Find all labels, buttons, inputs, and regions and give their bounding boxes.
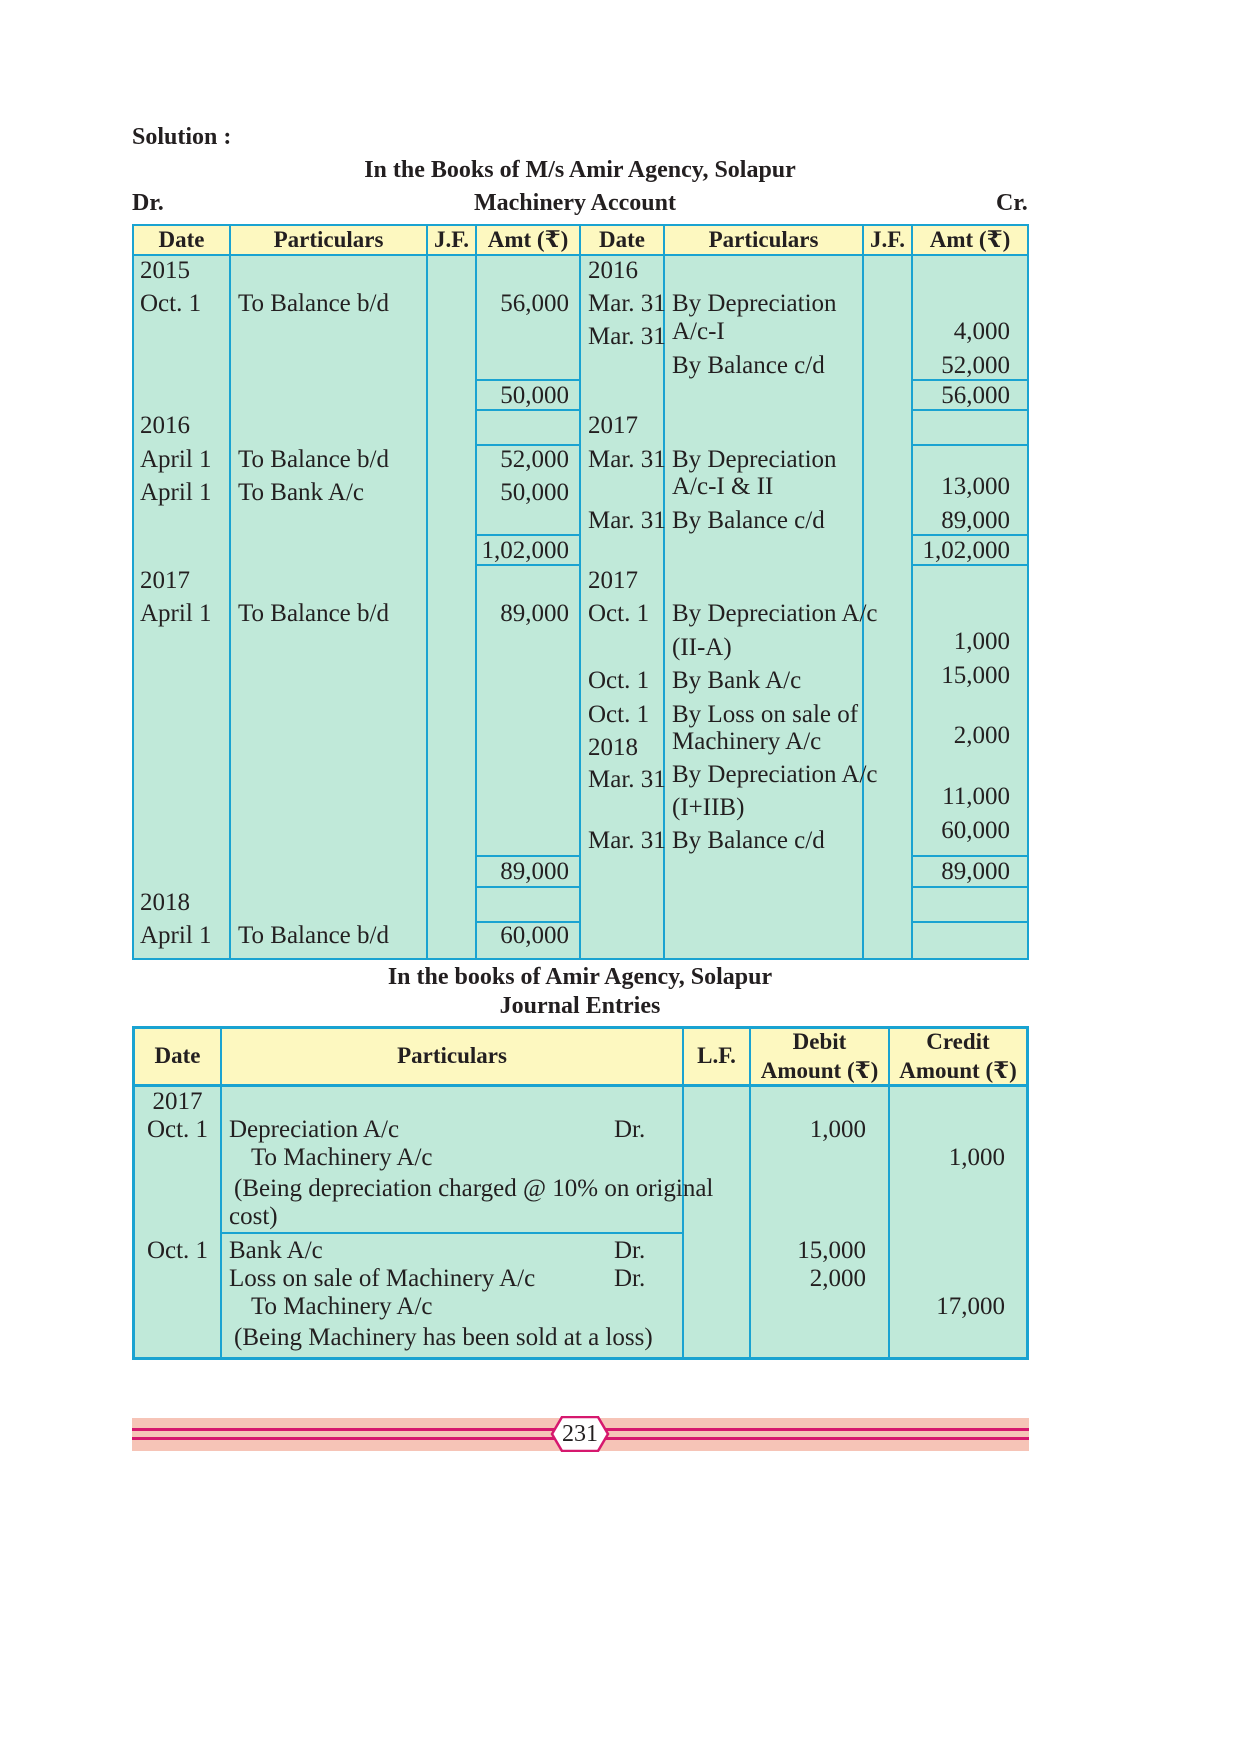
- journal-narration: (Being depreciation charged @ 10% on original: [234, 1175, 714, 1202]
- debit-year: 2017: [140, 567, 190, 594]
- account-title: Machinery Account: [474, 190, 676, 216]
- debit-amount: 52,000: [500, 446, 569, 473]
- credit-year: 2016: [588, 257, 638, 284]
- credit-amount: 89,000: [941, 507, 1010, 534]
- debit-amount: 56,000: [500, 290, 569, 317]
- page-number: 231: [562, 1421, 598, 1447]
- debit-year: 2015: [140, 257, 190, 284]
- credit-year: 2018: [588, 734, 638, 761]
- credit-date: Mar. 31: [588, 827, 666, 854]
- journal-entry-year: 2017: [152, 1088, 203, 1115]
- journal-entry-dr: Dr.: [614, 1237, 646, 1264]
- credit-particular: (II-A): [672, 634, 732, 661]
- credit-particular: Machinery A/c: [672, 728, 822, 755]
- ledger-book-title: In the Books of M/s Amir Agency, Solapur: [364, 157, 796, 183]
- credit-amount: 60,000: [941, 817, 1010, 844]
- credit-total: 56,000: [941, 382, 1010, 409]
- journal-entry-dr: Dr.: [614, 1116, 646, 1143]
- journal-entry-line: Bank A/c: [229, 1237, 323, 1264]
- credit-amount: 13,000: [941, 473, 1010, 500]
- debit-total: 50,000: [500, 382, 569, 409]
- debit-particular: To Balance b/d: [238, 446, 389, 473]
- ledger-header-amt-cr: Amt (₹): [929, 227, 1011, 252]
- ledger-header-particulars-cr: Particulars: [708, 227, 819, 252]
- debit-amount: 89,000: [500, 600, 569, 627]
- debit-date: Oct. 1: [140, 290, 202, 317]
- debit-particular: To Balance b/d: [238, 290, 389, 317]
- journal-entries-table: [132, 1026, 1029, 1360]
- debit-total: 89,000: [500, 858, 569, 885]
- journal-entry-date: Oct. 1: [146, 1116, 209, 1143]
- credit-amount: 15,000: [941, 662, 1010, 689]
- debit-particular: To Balance b/d: [238, 922, 389, 949]
- journal-entry-dr: Dr.: [614, 1265, 646, 1292]
- journal-header-particulars: Particulars: [397, 1043, 507, 1068]
- ledger-header-jf-dr: J.F.: [434, 227, 469, 252]
- debit-year: 2018: [140, 889, 190, 916]
- page-footer: [132, 1416, 1029, 1452]
- credit-amount: 1,000: [953, 628, 1010, 655]
- credit-particular: By Balance c/d: [672, 507, 825, 534]
- journal-narration: cost): [229, 1203, 278, 1230]
- journal-header-debit: Debit: [792, 1029, 847, 1054]
- machinery-ledger-table: [132, 224, 1029, 960]
- journal-header-credit-amount: Amount (₹): [899, 1058, 1017, 1083]
- credit-particular: A/c-I & II: [672, 473, 774, 500]
- credit-particular: By Depreciation A/c: [672, 761, 878, 788]
- credit-amount: 4,000: [953, 318, 1010, 345]
- credit-date: Mar. 31: [588, 290, 666, 317]
- cr-label: Cr.: [996, 190, 1028, 216]
- credit-particular: A/c-I: [672, 318, 725, 345]
- debit-amount: 50,000: [500, 479, 569, 506]
- credit-particular: By Depreciation: [672, 290, 837, 317]
- journal-entry-date: Oct. 1: [146, 1237, 209, 1264]
- credit-total: 89,000: [941, 858, 1010, 885]
- credit-particular: By Depreciation A/c: [672, 600, 878, 627]
- journal-debit-amount: 2,000: [809, 1265, 866, 1292]
- ledger-header-date-dr: Date: [158, 227, 205, 252]
- credit-particular: By Balance c/d: [672, 352, 825, 379]
- debit-year: 2016: [140, 412, 190, 439]
- solution-label: Solution :: [132, 124, 232, 150]
- debit-particular: To Bank A/c: [238, 479, 365, 506]
- ledger-header-particulars-dr: Particulars: [273, 227, 384, 252]
- credit-date: Oct. 1: [588, 701, 650, 728]
- journal-header-lf: L.F.: [697, 1043, 736, 1068]
- journal-title: Journal Entries: [499, 993, 661, 1019]
- journal-debit-amount: 15,000: [797, 1237, 866, 1264]
- journal-book-title: In the books of Amir Agency, Solapur: [387, 964, 773, 990]
- journal-header-date: Date: [154, 1043, 201, 1068]
- credit-particular: By Bank A/c: [672, 667, 802, 694]
- credit-amount: 2,000: [953, 722, 1010, 749]
- journal-header-credit: Credit: [926, 1029, 990, 1054]
- ledger-header-amt-dr: Amt (₹): [487, 227, 569, 252]
- journal-entry-line: To Machinery A/c: [251, 1293, 433, 1320]
- journal-entry-line: To Machinery A/c: [251, 1144, 433, 1171]
- credit-particular: By Loss on sale of: [672, 701, 859, 728]
- journal-narration: (Being Machinery has been sold at a loss): [234, 1324, 653, 1351]
- credit-date: Mar. 31: [588, 507, 666, 534]
- journal-credit-amount: 1,000: [948, 1144, 1005, 1171]
- debit-date: April 1: [140, 600, 212, 627]
- debit-particular: To Balance b/d: [238, 600, 389, 627]
- journal-entry-line: Loss on sale of Machinery A/c: [229, 1265, 536, 1292]
- credit-particular: By Depreciation: [672, 446, 837, 473]
- debit-total: 1,02,000: [481, 537, 569, 564]
- credit-date: Oct. 1: [588, 600, 650, 627]
- credit-particular: By Balance c/d: [672, 827, 825, 854]
- credit-particular: (I+IIB): [672, 794, 745, 821]
- debit-date: April 1: [140, 479, 212, 506]
- credit-total: 1,02,000: [922, 537, 1010, 564]
- ledger-header-jf-cr: J.F.: [870, 227, 905, 252]
- credit-date: Mar. 31: [588, 446, 666, 473]
- journal-debit-amount: 1,000: [809, 1116, 866, 1143]
- credit-date: Oct. 1: [588, 667, 650, 694]
- credit-year: 2017: [588, 567, 638, 594]
- credit-date: Mar. 31: [588, 323, 666, 350]
- debit-date: April 1: [140, 922, 212, 949]
- debit-amount: 60,000: [500, 922, 569, 949]
- ledger-header-date-cr: Date: [599, 227, 645, 252]
- credit-amount: 11,000: [942, 783, 1010, 810]
- debit-date: April 1: [140, 446, 212, 473]
- journal-entry-line: Depreciation A/c: [229, 1116, 400, 1143]
- journal-credit-amount: 17,000: [936, 1293, 1005, 1320]
- credit-year: 2017: [588, 412, 638, 439]
- journal-header-debit-amount: Amount (₹): [760, 1058, 879, 1083]
- credit-date: Mar. 31: [588, 766, 666, 793]
- dr-label: Dr.: [132, 190, 164, 216]
- credit-amount: 52,000: [941, 352, 1010, 379]
